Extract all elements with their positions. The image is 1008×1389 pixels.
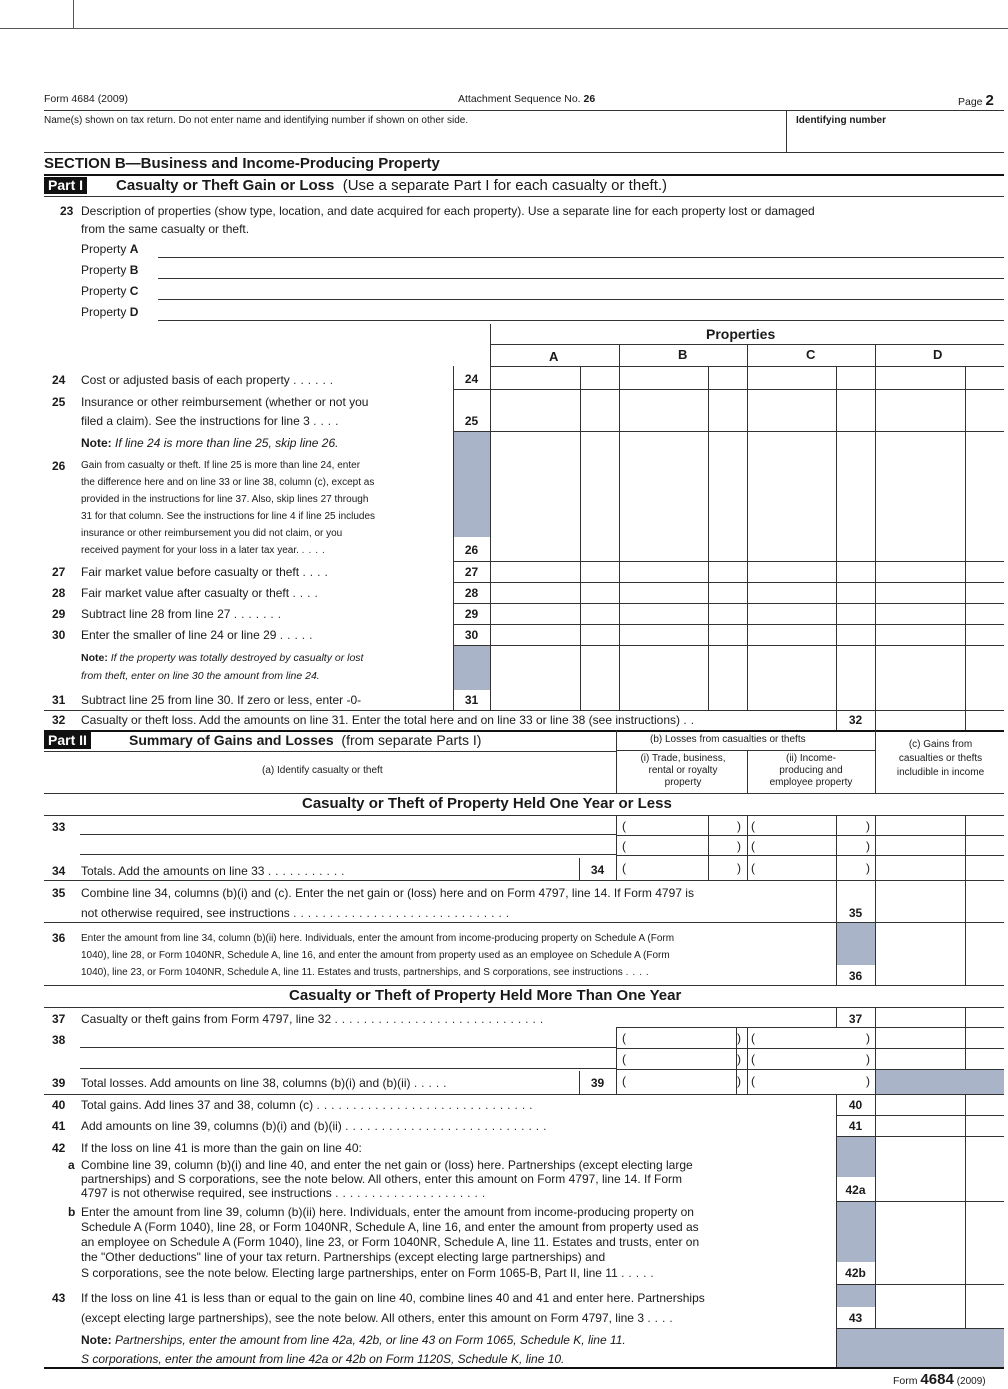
- grid-line: [616, 1027, 617, 1094]
- rule: [44, 152, 1004, 153]
- line-43-text-2: [81, 1311, 677, 1325]
- paren-open: (: [622, 839, 626, 853]
- line-42a-text-3: [81, 1186, 489, 1200]
- line-42a-label: 4797 is not otherwise required, see instructions: [81, 1186, 332, 1200]
- grid-line: [965, 880, 966, 985]
- line-36-label: 1040), line 23, or Form 1040NR, Schedule A, line 11. Estates and trusts, partnerships, and S corporations, see instructions: [81, 967, 623, 978]
- shaded-cell: [837, 1137, 875, 1177]
- dot-leaders: .......: [233, 607, 286, 621]
- rule: [44, 751, 616, 752]
- col-a-heading: (a) Identify casualty or theft: [262, 765, 383, 776]
- subsection-more-than-one-year: Casualty or Theft of Property Held More Than One Year: [289, 987, 682, 1004]
- line-41-text: [81, 1119, 550, 1133]
- line-43-label: (except electing large partnerships), see the note below. All others, enter this amount on Form 4797, line 3: [81, 1311, 644, 1325]
- line-27-box: 27: [464, 565, 479, 579]
- rule: [44, 1007, 1004, 1008]
- dot-leaders: ..............................: [293, 906, 514, 920]
- line-29-number: 29: [52, 607, 66, 621]
- line-25-text-2: [81, 414, 342, 428]
- grid-line: [875, 710, 876, 730]
- rule: [44, 1367, 1004, 1369]
- line-42b-text-4: the "Other deductions" line of your tax return. Partnerships (except electing large partnerships) and: [81, 1250, 606, 1264]
- attachment-label: Attachment Sequence No.: [458, 93, 581, 105]
- dot-leaders: ....: [292, 586, 322, 600]
- line-31-text: Subtract line 25 from line 30. If zero or less, enter -0-: [81, 693, 362, 707]
- line-33-field-1[interactable]: [80, 834, 616, 835]
- line-42b-label: S corporations, see the note below. Electing large partnerships, enter on Form 1065-B, Part II, line 11: [81, 1266, 618, 1280]
- line-27-number: 27: [52, 565, 66, 579]
- grid-line: [965, 710, 966, 730]
- line-26-box: 26: [464, 543, 479, 557]
- rule: [453, 603, 1004, 604]
- part-2-title: Summary of Gains and Losses: [129, 732, 334, 748]
- attachment-number: 26: [583, 93, 596, 105]
- property-a-field[interactable]: [158, 257, 1004, 258]
- line-23-number: 23: [60, 204, 74, 218]
- dot-leaders: ....: [647, 1311, 677, 1325]
- rule: [44, 710, 1004, 711]
- grid-line: [747, 1027, 748, 1094]
- col-bi-line: rental or royalty: [648, 765, 718, 776]
- property-letter: C: [129, 284, 139, 298]
- paren-close: ): [866, 861, 870, 875]
- paren-close: ): [866, 1031, 870, 1045]
- line-30-text: [81, 628, 316, 642]
- shaded-cell: [837, 1329, 1004, 1367]
- line-38-field-1[interactable]: [80, 1047, 616, 1048]
- paren-open: (: [622, 1074, 626, 1088]
- rule: [616, 835, 1004, 836]
- note-30: [81, 652, 363, 664]
- line-35-label: not otherwise required, see instructions: [81, 906, 290, 920]
- col-bii-line: producing and: [779, 765, 843, 776]
- line-36-text-3: [81, 967, 653, 978]
- part-2-note-2: S corporations, enter the amount from line 42a or 42b on Form 1120S, Schedule K, line 10.: [81, 1352, 565, 1366]
- part-2-heading: [129, 732, 481, 748]
- rule: [44, 815, 1004, 816]
- grid-line: [708, 815, 709, 880]
- paren-close: ): [737, 1052, 741, 1066]
- footer-form: [893, 1371, 986, 1388]
- line-39-box: 39: [590, 1076, 605, 1090]
- grid-line: [836, 366, 837, 711]
- grid-line: [875, 344, 876, 711]
- dot-leaders: ....: [301, 545, 329, 556]
- dot-leaders: ..: [683, 713, 699, 727]
- paren-open: (: [751, 1031, 755, 1045]
- section-b-title: SECTION B—Business and Income-Producing Property: [44, 155, 440, 172]
- paren-open: (: [751, 1052, 755, 1066]
- paren-close: ): [866, 1074, 870, 1088]
- line-41-label: Add amounts on line 39, columns (b)(i) and (b)(ii): [81, 1119, 342, 1133]
- line-32-number: 32: [52, 713, 66, 727]
- note-label: Note:: [81, 436, 112, 450]
- line-26-text-1: Gain from casualty or theft. If line 25 is more than line 24, enter: [81, 460, 361, 471]
- line-42-number: 42: [52, 1141, 66, 1155]
- line-39-number: 39: [52, 1076, 66, 1090]
- grid-line: [965, 815, 966, 880]
- part-2-tag: Part II: [44, 732, 91, 749]
- property-d-label: [81, 305, 138, 319]
- col-b-letter: B: [678, 347, 688, 362]
- line-37-box: 37: [848, 1012, 863, 1026]
- grid-line: [747, 344, 748, 711]
- line-27-text: [81, 565, 332, 579]
- dot-leaders: .....................: [335, 1186, 490, 1200]
- line-24-text: [81, 373, 337, 387]
- line-42b-text-5: [81, 1266, 658, 1280]
- line-24-label: Cost or adjusted basis of each property: [81, 373, 290, 387]
- line-27-label: Fair market value before casualty or theft: [81, 565, 300, 579]
- line-40-text: [81, 1098, 537, 1112]
- line-37-label: Casualty or theft gains from Form 4797, line 32: [81, 1012, 332, 1026]
- line-30-label: Enter the smaller of line 24 or line 29: [81, 628, 277, 642]
- dot-leaders: ............................: [345, 1119, 551, 1133]
- footer-year: (2009): [956, 1376, 986, 1387]
- line-37-text: [81, 1012, 547, 1026]
- paren-close: ): [866, 839, 870, 853]
- line-24-box: 24: [464, 372, 479, 386]
- line-26-text-6: [81, 545, 329, 556]
- grid-line: [747, 815, 748, 880]
- grid-line: [836, 815, 837, 880]
- page-number: [958, 92, 994, 109]
- line-42a-text-2: partnerships) and S corporations, see the note below. All others, enter this amount on Form 4797, line 14. If Form: [81, 1172, 682, 1186]
- line-28-text: [81, 586, 322, 600]
- line-42-text: If the loss on line 41 is more than the gain on line 40:: [81, 1141, 362, 1155]
- note-30-line-2: from theft, enter on line 30 the amount from line 24.: [81, 670, 320, 682]
- line-32-label: Casualty or theft loss. Add the amounts on line 31. Enter the total here and on line 33 or line 38 (see instructions): [81, 713, 681, 727]
- line-30-number: 30: [52, 628, 66, 642]
- names-label: Name(s) shown on tax return. Do not enter name and identifying number if shown on other side.: [44, 115, 469, 126]
- property-c-label: [81, 284, 138, 298]
- attachment-sequence: [458, 93, 595, 105]
- grid-line: [875, 880, 876, 985]
- grid-line: [616, 730, 617, 793]
- rule: [44, 1094, 1004, 1095]
- note-text: If the property was totally destroyed by casualty or lost: [110, 652, 364, 664]
- property-word: Property: [81, 242, 127, 256]
- rule: [44, 110, 1004, 111]
- grid-line: [965, 1007, 966, 1027]
- line-40-label: Total gains. Add lines 37 and 38, column (c): [81, 1098, 314, 1112]
- note-text: If line 24 is more than line 25, skip line 26.: [115, 436, 339, 450]
- rule: [44, 880, 1004, 881]
- rule: [453, 561, 1004, 562]
- shaded-cell: [876, 1070, 1004, 1094]
- line-26-text-5: insurance or other reimbursement you did not claim, or you: [81, 528, 343, 539]
- line-31-box: 31: [464, 693, 479, 707]
- paren-close: ): [737, 861, 741, 875]
- property-c-field[interactable]: [158, 299, 1004, 300]
- shaded-cell: [837, 923, 875, 965]
- line-41-number: 41: [52, 1119, 66, 1133]
- line-40-box: 40: [848, 1098, 863, 1112]
- col-c-line: (c) Gains from: [908, 739, 973, 750]
- part-1-tag: Part I: [44, 177, 87, 194]
- line-42a-letter: a: [68, 1158, 75, 1172]
- line-29-text: [81, 607, 285, 621]
- line-40-number: 40: [52, 1098, 66, 1112]
- subsection-one-year: Casualty or Theft of Property Held One Year or Less: [302, 795, 672, 812]
- grid-line: [965, 1094, 966, 1328]
- rule: [836, 1115, 1004, 1116]
- viewer-top-bar: [0, 0, 1008, 29]
- dot-leaders: ....: [625, 967, 653, 978]
- dot-leaders: ......: [293, 373, 338, 387]
- paren-open: (: [751, 1074, 755, 1088]
- line-25-label: filed a claim). See the instructions for line 3: [81, 414, 310, 428]
- note-25: [81, 436, 338, 450]
- line-26-label: received payment for your loss in a later tax year.: [81, 545, 299, 556]
- property-word: Property: [81, 305, 127, 319]
- line-37-number: 37: [52, 1012, 66, 1026]
- line-26-text-2: the difference here and on line 33 or line 38, column (c), except as: [81, 477, 375, 488]
- line-36-text-2: 1040), line 28, or Form 1040NR, Schedule A, line 16, and enter the amount from property used as an employee on Schedule A (Form: [81, 950, 670, 961]
- rule: [44, 196, 1004, 197]
- dot-leaders: .............................: [334, 1012, 548, 1026]
- line-42a-text-1: Combine line 39, column (b)(i) and line 40, and enter the net gain or (loss) here. Partnerships (except electing large: [81, 1158, 693, 1172]
- line-33-number: 33: [52, 820, 66, 834]
- line-28-label: Fair market value after casualty or theft: [81, 586, 290, 600]
- rule: [453, 624, 1004, 625]
- line-23-text-2: from the same casualty or theft.: [81, 222, 250, 236]
- part-1-title: Casualty or Theft Gain or Loss: [116, 177, 335, 194]
- line-34-box: 34: [590, 863, 605, 877]
- paren-open: (: [622, 1052, 626, 1066]
- footer-form-word: Form: [893, 1375, 918, 1387]
- line-43-number: 43: [52, 1291, 66, 1305]
- page-no: 2: [985, 92, 994, 109]
- rule: [44, 174, 1004, 176]
- line-29-label: Subtract line 28 from line 27: [81, 607, 231, 621]
- col-c-line: includible in income: [896, 767, 985, 778]
- line-32-box: 32: [848, 713, 863, 727]
- rule: [453, 582, 1004, 583]
- grid-line: [747, 750, 748, 793]
- line-36-number: 36: [52, 931, 66, 945]
- property-word: Property: [81, 263, 127, 277]
- col-bi-line: (i) Trade, business,: [640, 753, 726, 764]
- line-23-text: Description of properties (show type, location, and date acquired for each property). Use a separate line for each property lost or damaged: [81, 204, 815, 218]
- line-38-field-2[interactable]: [80, 1068, 616, 1069]
- property-b-label: [81, 263, 138, 277]
- dot-leaders: .....: [621, 1266, 658, 1280]
- paren-close: ): [737, 839, 741, 853]
- dot-leaders: .....: [279, 628, 317, 642]
- line-43-box: 43: [848, 1311, 863, 1325]
- form-id: Form 4684 (2009): [44, 93, 129, 105]
- line-28-box: 28: [464, 586, 479, 600]
- paren-close: ): [866, 819, 870, 833]
- rule: [786, 110, 787, 152]
- grid-line: [875, 1094, 876, 1328]
- grid-line: [875, 730, 876, 793]
- dot-leaders: ....: [313, 414, 343, 428]
- line-42a-box: 42a: [845, 1183, 866, 1197]
- rule: [453, 431, 1004, 432]
- paren-open: (: [751, 839, 755, 853]
- line-33-field-2[interactable]: [80, 854, 616, 855]
- rule: [453, 389, 1004, 390]
- grid-line: [490, 324, 491, 711]
- grid-line: [875, 815, 876, 880]
- line-42b-text-1: Enter the amount from line 39, column (b)(ii) here. Individuals, enter the amount from income-producing property on: [81, 1205, 694, 1219]
- col-bi-heading: [620, 753, 746, 789]
- part-1-subtitle: (Use a separate Part I for each casualty or theft.): [342, 177, 668, 194]
- line-42b-text-3: an employee on Schedule A (Form 1040), line 23, or Form 1040NR, Schedule A, line 11. Estates and trusts, enter on: [81, 1235, 700, 1249]
- line-25-text: Insurance or other reimbursement (whether or not you: [81, 395, 369, 409]
- line-41-box: 41: [848, 1119, 863, 1133]
- note-text: Partnerships, enter the amount from line 42a, 42b, or line 43 on Form 1065, Schedule K, line 11.: [115, 1333, 626, 1347]
- page-label: Page: [958, 96, 983, 108]
- grid-line: [616, 815, 617, 880]
- line-36-box: 36: [848, 969, 863, 983]
- line-26-number: 26: [52, 459, 66, 473]
- line-42b-box: 42b: [845, 1266, 866, 1280]
- line-30-box: 30: [464, 628, 479, 642]
- line-24-number: 24: [52, 373, 66, 387]
- property-d-field[interactable]: [158, 320, 1004, 321]
- part-1-heading: [116, 177, 667, 194]
- col-c-letter: C: [806, 347, 816, 362]
- rule: [44, 793, 1004, 794]
- col-a-letter: A: [549, 349, 559, 364]
- line-43-text-1: If the loss on line 41 is less than or equal to the gain on line 40, combine lines 40 and 41 and enter here. Partnerships: [81, 1291, 705, 1305]
- part-2-note-1: [81, 1333, 626, 1347]
- col-d-letter: D: [933, 347, 943, 362]
- grid-line: [619, 344, 620, 711]
- line-35-box: 35: [848, 906, 863, 920]
- grid-line: [708, 366, 709, 711]
- paren-open: (: [751, 819, 755, 833]
- property-b-field[interactable]: [158, 278, 1004, 279]
- line-42b-text-2: Schedule A (Form 1040), line 28, or Form 1040NR, Schedule A, line 16, and enter the amount from property used as: [81, 1220, 699, 1234]
- line-25-box: 25: [464, 414, 479, 428]
- line-36-text-1: Enter the amount from line 34, column (b)(ii) here. Individuals, enter the amount from income-producing property on Schedule A (Form: [81, 933, 675, 944]
- line-26-text-3: provided in the instructions for line 37. Also, skip lines 27 through: [81, 494, 369, 505]
- rule: [616, 1027, 1004, 1028]
- line-39-label: Total losses. Add amounts on line 38, columns (b)(i) and (b)(ii): [81, 1076, 411, 1090]
- property-letter: B: [129, 263, 139, 277]
- properties-heading: Properties: [706, 326, 776, 342]
- line-32-text: [81, 713, 698, 727]
- rule: [616, 750, 876, 751]
- line-34-text: [81, 864, 349, 878]
- dot-leaders: .....: [413, 1076, 451, 1090]
- grid-line: [875, 1007, 876, 1027]
- line-25-number: 25: [52, 395, 66, 409]
- paren-close: ): [737, 1031, 741, 1045]
- line-42b-letter: b: [68, 1205, 76, 1219]
- note-label: Note:: [81, 1333, 112, 1347]
- dot-leaders: ....: [302, 565, 332, 579]
- rule: [453, 645, 1004, 646]
- shaded-cell: [837, 1285, 875, 1307]
- part-2-subtitle: (from separate Parts I): [341, 732, 482, 748]
- col-bii-heading: [749, 753, 873, 789]
- property-a-label: [81, 242, 138, 256]
- line-35-number: 35: [52, 886, 66, 900]
- rule: [616, 1048, 1004, 1049]
- note-label: Note:: [81, 652, 108, 664]
- col-bii-line: employee property: [769, 777, 853, 788]
- line-31-number: 31: [52, 693, 66, 707]
- paren-open: (: [622, 819, 626, 833]
- line-28-number: 28: [52, 586, 66, 600]
- property-letter: A: [129, 242, 139, 256]
- property-word: Property: [81, 284, 127, 298]
- col-c-line: casualties or thefts: [898, 753, 983, 764]
- paren-close: ): [737, 1074, 741, 1088]
- viewer-divider: [73, 0, 74, 28]
- paren-open: (: [622, 1031, 626, 1045]
- line-39-text: [81, 1076, 451, 1090]
- line-26-text-4: 31 for that column. See the instructions for line 4 if line 25 includes: [81, 511, 376, 522]
- shaded-cell: [837, 1202, 875, 1262]
- shaded-cell: [454, 646, 490, 690]
- line-35-text-2: [81, 906, 513, 920]
- paren-close: ): [737, 819, 741, 833]
- rule: [616, 855, 1004, 856]
- line-35-text: Combine line 34, columns (b)(i) and (c). Enter the net gain or (loss) here and on Form 4797, line 14. If Form 4797 is: [81, 886, 694, 900]
- grid-line: [965, 366, 966, 711]
- grid-line: [580, 366, 581, 711]
- col-bi-line: property: [664, 777, 702, 788]
- paren-open: (: [622, 861, 626, 875]
- col-b-heading: (b) Losses from casualties or thefts: [650, 734, 806, 745]
- shaded-cell: [454, 431, 490, 537]
- col-bii-line: (ii) Income-: [785, 753, 836, 764]
- dot-leaders: ...........: [267, 864, 349, 878]
- line-38-number: 38: [52, 1033, 66, 1047]
- paren-open: (: [751, 861, 755, 875]
- rule: [44, 985, 1004, 986]
- footer-form-number: 4684: [920, 1371, 954, 1388]
- col-c-heading: [877, 738, 1004, 780]
- line-34-number: 34: [52, 864, 66, 878]
- line-34-label: Totals. Add the amounts on line 33: [81, 864, 265, 878]
- property-letter: D: [129, 305, 139, 319]
- line-29-box: 29: [464, 607, 479, 621]
- identifying-number-label: Identifying number: [796, 115, 886, 126]
- paren-close: ): [866, 1052, 870, 1066]
- dot-leaders: ..............................: [316, 1098, 537, 1112]
